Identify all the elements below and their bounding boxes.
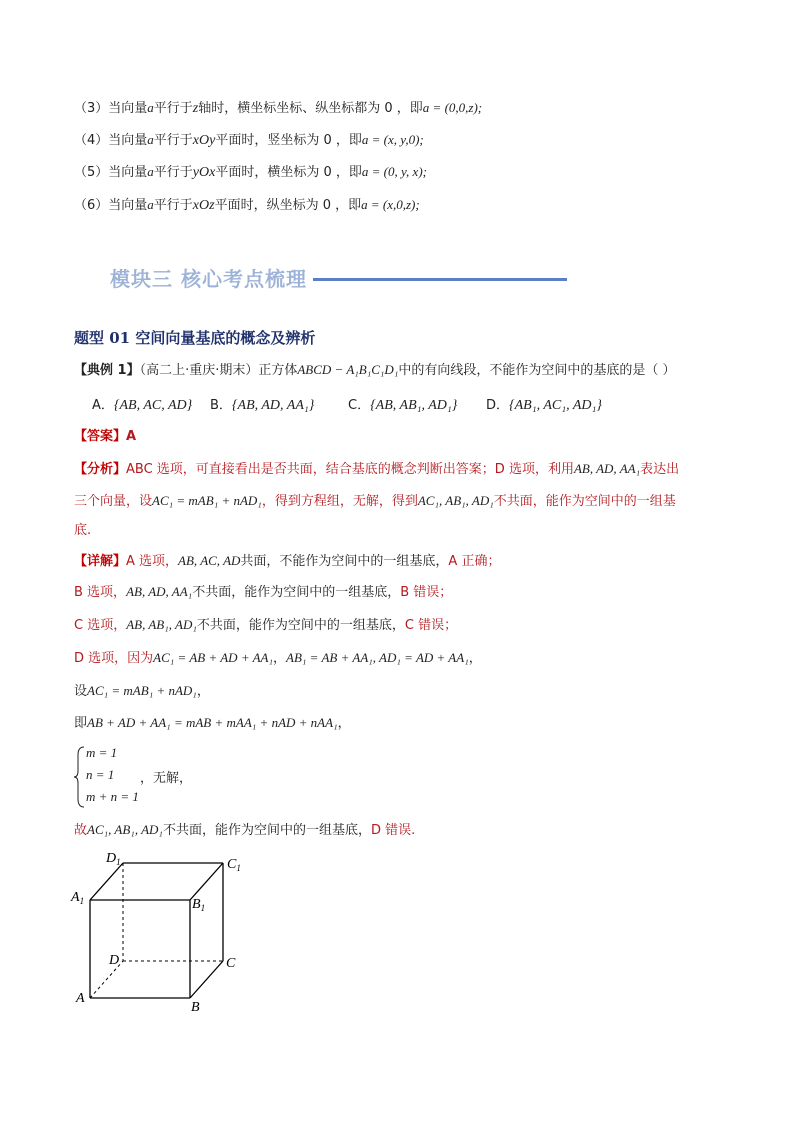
intro-axis: xOz	[192, 198, 215, 213]
cube-name: ABCD − A₁B₁C₁D₁	[297, 362, 399, 377]
answer-line	[74, 428, 754, 446]
detail-ji-pre: 即	[74, 716, 88, 731]
detail-a	[74, 552, 754, 571]
analysis-line-2	[74, 492, 754, 511]
detail-ji-eq: AB + AD + AA₁ = mAB + mAA₁ + nAD + nAA₁	[87, 715, 338, 730]
intro-post: 平面时，横坐标为 0 ，即	[215, 165, 362, 180]
intro-mid: 平行于	[153, 165, 193, 180]
vector-a: a	[147, 164, 154, 179]
example-tag: 【典例 1】	[74, 363, 140, 378]
example-stem	[74, 361, 754, 380]
analysis-line-1	[74, 460, 754, 479]
detail-a-vectors: AB, AC, AD	[178, 553, 241, 568]
system-eq-3: m + n = 1	[86, 789, 139, 804]
label-c1: $C_1$	[227, 857, 241, 873]
intro-equation: a = (0,0,z);	[422, 100, 483, 115]
intro-line	[74, 196, 754, 215]
detail-c-end: C 错误；	[404, 618, 458, 633]
analysis-text-3: 底.	[74, 523, 92, 538]
label-d: D	[109, 953, 120, 968]
no-solution: ，无解，	[140, 771, 193, 786]
equation-system	[74, 745, 224, 809]
detail-c-pre: C 选项，	[74, 618, 127, 633]
detail-gu-pre: 故	[74, 823, 88, 838]
module-heading	[110, 262, 567, 292]
edge-b-c	[190, 961, 223, 998]
detail-d: D 选项，因为AC₁ = AB + AD + AA₁，AB₁ = AB + AA₁, AD₁ = AD + AA₁，	[74, 650, 482, 666]
intro-equation: a = (x,0,z);	[361, 197, 420, 212]
analysis-text-2b: ，得到方程组，无解，得到	[261, 494, 418, 509]
cube-figure	[60, 848, 260, 1018]
analysis-line-3	[74, 522, 754, 540]
detail-set: 设AC₁ = mAB₁ + nAD₁，	[74, 683, 210, 699]
intro-line	[74, 163, 754, 182]
option-a[interactable]	[92, 394, 192, 414]
intro-pre: （3）当向量	[74, 101, 148, 116]
edge-a1-d1	[90, 863, 123, 900]
detail-b-pre: B 选项，	[74, 585, 127, 600]
analysis-vectors-2: AC₁, AB₁, AD₁	[417, 493, 494, 508]
intro-mid: 平行于	[153, 133, 193, 148]
answer-value: A	[126, 429, 137, 444]
option-c-set: {AB, AB₁, AD₁}	[370, 398, 458, 413]
analysis-text-1a: ABC 选项，可直接看出是否共面，结合基底的概念判断出答案；D 选项，利用	[126, 462, 574, 477]
option-d[interactable]	[486, 394, 602, 414]
module-rule	[313, 278, 567, 281]
intro-post: 平面时，竖坐标为 0 ，即	[215, 133, 362, 148]
label-d1: $D_1$	[106, 851, 121, 867]
analysis-text-1b: 表达出	[640, 462, 680, 477]
example-source: （高二上·重庆·期末）正方体	[139, 363, 298, 378]
analysis-equation: AC₁ = mAB₁ + nAD₁	[152, 493, 262, 508]
left-brace	[74, 745, 86, 809]
intro-pre: （5）当向量	[74, 165, 148, 180]
detail-c-vectors: AB, AB₁, AD₁	[126, 617, 197, 632]
detail-b-end: B 错误；	[400, 585, 453, 600]
detail-a-pre: A 选项，	[126, 554, 179, 569]
option-b[interactable]	[210, 394, 314, 414]
intro-axis: yOx	[192, 165, 216, 180]
intro-pre: （4）当向量	[74, 133, 148, 148]
intro-axis: xOy	[192, 133, 216, 148]
label-b: B	[191, 1000, 200, 1015]
analysis-vectors-1: AB, AD, AA₁	[573, 461, 641, 476]
intro-line	[74, 131, 754, 150]
detail-gu-end: D 错误.	[370, 823, 416, 838]
system-eq-2: n = 1	[86, 767, 115, 782]
intro-mid: 平行于	[153, 198, 193, 213]
detail-c	[74, 616, 754, 635]
option-c-label: C．	[348, 398, 371, 413]
intro-post: 轴时，横坐标坐标、纵坐标都为 0 ，即	[198, 101, 423, 116]
detail-tag: 【详解】	[74, 554, 127, 569]
intro-equation: a = (0, y, x);	[361, 164, 427, 179]
detail-ji: 即AB + AD + AA₁ = mAB + mAA₁ + nAD + nAA₁，	[74, 715, 351, 731]
option-a-label: A．	[92, 398, 114, 413]
system-eq-1: m = 1	[86, 745, 118, 760]
detail-b	[74, 583, 754, 602]
detail-conclusion	[74, 821, 754, 840]
intro-line	[74, 99, 754, 118]
label-a: A	[76, 991, 85, 1006]
answer-tag: 【答案】	[74, 429, 127, 444]
detail-c-text: 不共面，能作为空间中的一组基底，	[196, 618, 405, 633]
intro-pre: （6）当向量	[74, 198, 148, 213]
intro-axis: z	[192, 101, 199, 116]
detail-set-pre: 设	[74, 684, 88, 699]
question-type-title: 题型 01 空间向量基底的概念及辨析	[74, 329, 316, 347]
vector-a: a	[147, 197, 154, 212]
vector-a: a	[147, 132, 154, 147]
analysis-text-2c: 不共面，能作为空间中的一组基	[493, 494, 676, 509]
option-d-label: D．	[486, 398, 510, 413]
detail-d-eq1: AC₁ = AB + AD + AA₁	[153, 650, 274, 665]
detail-b-text: 不共面，能作为空间中的一组基底，	[192, 585, 401, 600]
intro-post: 平面时，纵坐标为 0 ，即	[214, 198, 362, 213]
analysis-tag: 【分析】	[74, 462, 127, 477]
option-b-label: B．	[210, 398, 232, 413]
label-a1: $A_1$	[71, 890, 85, 906]
module-title: 模块三 核心考点梳理	[110, 266, 307, 291]
intro-mid: 平行于	[153, 101, 193, 116]
vector-a: a	[147, 100, 154, 115]
detail-b-vectors: AB, AD, AA₁	[126, 584, 193, 599]
option-d-set: {AB₁, AC₁, AD₁}	[509, 398, 602, 413]
detail-gu-vectors: AC₁, AB₁, AD₁	[87, 822, 163, 837]
option-b-set: {AB, AD, AA₁}	[231, 398, 315, 413]
detail-gu-text: 不共面，能作为空间中的一组基底，	[162, 823, 371, 838]
label-c: C	[226, 956, 236, 971]
detail-d-eq2: AB₁ = AB + AA₁, AD₁ = AD + AA₁	[286, 650, 469, 665]
option-a-set: {AB, AC, AD}	[113, 398, 193, 413]
option-c[interactable]	[348, 394, 457, 414]
detail-d-pre: D 选项，因为	[74, 651, 154, 666]
intro-equation: a = (x, y,0);	[361, 132, 424, 147]
detail-set-eq: AC₁ = mAB₁ + nAD₁	[87, 683, 197, 698]
analysis-text-2a: 三个向量，设	[74, 494, 153, 509]
label-b1: $B_1$	[192, 897, 206, 913]
detail-a-end: A 正确；	[448, 554, 501, 569]
detail-a-text: 共面，不能作为空间中的一组基底，	[240, 554, 449, 569]
edge-b1-c1	[190, 863, 223, 900]
example-stem-text: 中的有向线段，不能作为空间中的基底的是（ ）	[398, 363, 676, 378]
